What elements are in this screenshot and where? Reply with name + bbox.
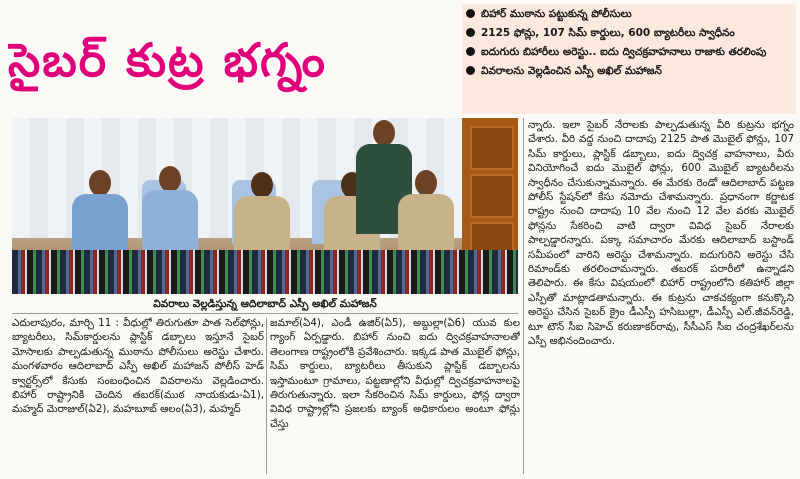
photo-caption: వివరాలు వెల్లడిస్తున్న ఆదిలాబాద్ ఎస్పీ అఖిల్ మహాజన్ — [153, 298, 377, 310]
highlight-item: ఐదుగురు బిహారీలు అరెస్టు.. ఐదు ద్విచక్రవాహనాలు రాజాకు తరలింపు — [462, 42, 796, 61]
bullet-icon — [466, 66, 475, 75]
headline: సైబర్ కుట్ర భగ్నం — [8, 33, 327, 87]
bullet-icon — [466, 47, 475, 56]
divider — [523, 118, 524, 474]
wooden-door — [462, 118, 518, 268]
highlight-item: 2125 ఫోన్లు, 107 సిమ్ కార్డులు, 600 బ్యాటరీలు స్వాధీనం — [462, 23, 796, 42]
article-column-1: ఎదులాపురం, మార్చి 11 : వీధుల్లో తిరుగుతూ పాత సెల్‌ఫోన్లు, బ్యాటరీలు, సిమ్‌కార్డులను ప్లాస్టిక్ డబ్బాలు ఇస్తూనే సైబర్ మోసాలకు పాల్పడుతున్న ముఠాను పోలీసులు అరెస్టు చేశారు. మంగళవారం ఆదిలాబాద్ ఎస్పీ అఖిల్ మహాజన్ పోలీస్ హెడ్ క్వార్టర్స్‌లో కేసుకు సంబంధించిన వివరాలను వెల్లడించారు. బిహార్ రాష్ట్రానికి చెందిన తబరక్(ముఠ నాయకుడు-ఏ1), మహ్మద్ మెరాజుల్(ఏ2), మహబూబ్ ఆలం(ఏ3), మహ్మద్ — [12, 317, 264, 416]
bullet-icon — [466, 28, 475, 37]
bullet-icon — [466, 9, 475, 18]
article-column-3: న్నారు. ఇలా సైబర్ నేరాలకు పాల్పడుతున్న వీరి కుట్రను భగ్నం చేశారు. వీరి వద్ద నుంచి దాదాపు 2125 పాత మొబైల్ ఫోన్లు, 107 సిమ్ కార్డులు, ప్లాస్టిక్ డబ్బాలు, ఐదు ద్విచక్ర వాహనాలు, వీరు వినియోగించే ఐదు మొబైల్ ఫోన్లు, 600 మొబైల్ బ్యాటరీలను స్వాధీనం చేసుకున్నామన్నారు. ఈ మేరకు రెండో ఆదిలాబాద్ పట్టణ పోలీస్ స్టేషన్‌లో కేసు నమోదు చేశామన్నారు. ప్రధానంగా కర్ణాటక రాష్ట్రం నుంచి దాదాపు 10 వేల నుంచి 12 వేల వరకు మొబైల్ ఫోన్లను సేకరించి వాటి ద్వారా వివిధ సైబర్ నేరాలకు పాల్పడ్డారన్నారు. పక్కా సమాచారం మేరకు ఆదిలాబాద్ బస్టాండ్ సమీపంలో వారిని అరెస్టు చేశామన్నారు. ఐదుగురిని అరెస్టు చేసి రిమాండ్‌కు తరలించామన్నారు. తబరక్ పరారీలో ఉన్నాడని తెలిపారు. ఈ కేసు విషయంలో బిహార్ రాష్ట్రంలోని కతిహార్ జిల్లా ఎస్పీతో మాట్లాడతామన్నారు. ఈ కుట్రను చాకచక్యంగా కనుక్కొని అరెస్టు చేసిన సైబర్ క్రైం డీఎస్పీ హసిబుల్లా, డీఎస్పీ ఎల్.జీవన్‌రెడ్డి, టూ టౌన్ సీఐ సిహెచ్ కరుణాకర్‌రావు, సీసీఎస్ సీఐ చంద్రశేఖర్‌లను ఎస్పీ అభినందించారు. — [528, 119, 794, 348]
divider — [266, 318, 267, 474]
press-conference-photo — [12, 118, 518, 294]
seized-phones-pile — [12, 250, 518, 294]
highlight-item: వివరాలను వెల్లడించిన ఎస్పీ అఖిల్ మహాజన్ — [462, 61, 796, 80]
divider — [12, 313, 518, 314]
highlights-box — [462, 4, 796, 114]
article-column-2: జమాల్(ఏ4), ఎండీ ఉజిర్(ఏ5), అబ్దుల్లా(ఏ6) యువ కుల గ్యాంగ్ ఏర్పడ్డారు. బిహార్ నుంచి ఐదు ద్విచక్రవాహనాలతో తెలంగాణ రాష్ట్రంలోకి ప్రవేశించారు. ఇక్కడ పాత మొబైల్ ఫోన్లు, సిమ్ కార్డులు, బ్యాటరీలు తీసుకుని ప్లాస్టిక్ డబ్బాలను ఇస్తామంటూ గ్రామాలు, పట్టణాల్లోని వీధుల్లో ద్విచక్రవాహనాలపై తిరుగుతున్నారు. ఇలా సేకరించిన సిమ్ కార్డులు, ఫోన్ల ద్వారా వివిధ రాష్ట్రాల్లోని ప్రజలకు బ్యాంక్ అధికారులం అంటూ ఫోన్లు చేస్తు — [270, 317, 520, 430]
highlight-item: బిహార్ ముఠాను పట్టుకున్న పోలీసులు — [462, 4, 796, 23]
